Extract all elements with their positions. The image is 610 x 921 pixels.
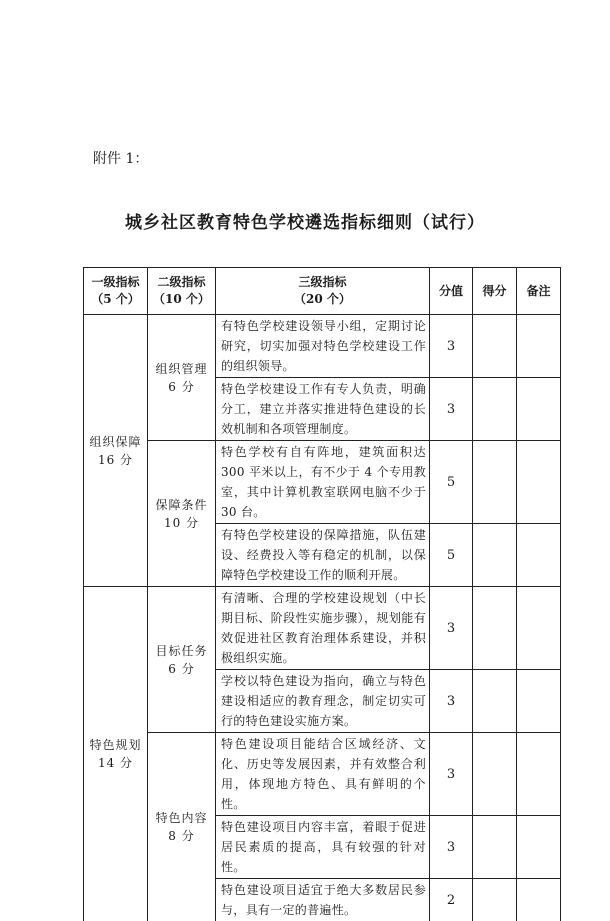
header-level3-count: （20 个） <box>294 292 351 306</box>
header-obtained: 得分 <box>473 268 517 315</box>
score-value: 5 <box>430 524 473 587</box>
level2-cell <box>148 441 216 587</box>
level1-cell <box>84 315 148 587</box>
header-remarks: 备注 <box>517 268 561 315</box>
header-level1-count: （5 个） <box>91 292 140 306</box>
score-value: 3 <box>430 816 473 879</box>
obtained-score-cell[interactable] <box>473 816 517 879</box>
header-level3-name: 三级指标 <box>298 275 346 289</box>
level3-desc: 特色建设项目适宜于绝大多数居民参与，具有一定的普遍性。 <box>216 879 430 921</box>
level2-points: 10 分 <box>164 516 199 530</box>
level2-points: 6 分 <box>168 662 194 676</box>
level2-cell <box>148 315 216 441</box>
level2-points: 6 分 <box>168 380 194 394</box>
header-level2 <box>148 268 216 315</box>
remarks-cell[interactable] <box>517 879 561 921</box>
table-row <box>84 733 561 816</box>
obtained-score-cell[interactable] <box>473 587 517 670</box>
level2-name: 特色内容 <box>155 811 207 825</box>
remarks-cell[interactable] <box>517 378 561 441</box>
level1-name: 特色规划 <box>89 738 141 752</box>
score-value: 5 <box>430 441 473 524</box>
level2-points: 8 分 <box>168 829 194 843</box>
table-row <box>84 441 561 524</box>
obtained-score-cell[interactable] <box>473 315 517 378</box>
level3-desc: 特色建设项目能结合区域经济、文化、历史等发展因素，并有效整合利用，体现地方特色、具有鲜明的个性。 <box>216 733 430 816</box>
score-value: 3 <box>430 733 473 816</box>
score-value: 3 <box>430 315 473 378</box>
header-level3 <box>216 268 430 315</box>
level2-cell <box>148 587 216 733</box>
level3-desc: 学校以特色建设为指向，确立与特色建设相适应的教育理念，制定切实可行的特色建设实施方案。 <box>216 670 430 733</box>
remarks-cell[interactable] <box>517 524 561 587</box>
obtained-score-cell[interactable] <box>473 524 517 587</box>
remarks-cell[interactable] <box>517 587 561 670</box>
obtained-score-cell[interactable] <box>473 733 517 816</box>
level1-points: 14 分 <box>98 756 133 770</box>
level3-desc: 有特色学校建设的保障措施，队伍建设、经费投入等有稳定的机制，以保障特色学校建设工作的顺利开展。 <box>216 524 430 587</box>
level2-name: 保障条件 <box>155 498 207 512</box>
page-title: 城乡社区教育特色学校遴选指标细则（试行） <box>0 208 610 233</box>
header-level2-count: （10 个） <box>153 292 210 306</box>
obtained-score-cell[interactable] <box>473 378 517 441</box>
table-row <box>84 315 561 378</box>
level2-cell <box>148 733 216 921</box>
score-value: 3 <box>430 378 473 441</box>
level1-cell <box>84 587 148 921</box>
level2-name: 目标任务 <box>155 644 207 658</box>
score-value: 3 <box>430 670 473 733</box>
level1-name: 组织保障 <box>89 435 141 449</box>
header-level1 <box>84 268 148 315</box>
level3-desc: 有清晰、合理的学校建设规划（中长期目标、阶段性实施步骤），规划能有效促进社区教育治理体系建设，并积极组织实施。 <box>216 587 430 670</box>
remarks-cell[interactable] <box>517 670 561 733</box>
obtained-score-cell[interactable] <box>473 879 517 921</box>
level2-name: 组织管理 <box>155 362 207 376</box>
score-value: 2 <box>430 879 473 921</box>
obtained-score-cell[interactable] <box>473 670 517 733</box>
table-row <box>84 587 561 670</box>
level3-desc: 有特色学校建设领导小组，定期讨论研究，切实加强对特色学校建设工作的组织领导。 <box>216 315 430 378</box>
header-score: 分值 <box>430 268 473 315</box>
remarks-cell[interactable] <box>517 315 561 378</box>
table-header-row <box>84 268 561 315</box>
attachment-label: 附件 1： <box>93 148 148 168</box>
level3-desc: 特色建设项目内容丰富，着眼于促进居民素质的提高，具有较强的针对性。 <box>216 816 430 879</box>
remarks-cell[interactable] <box>517 441 561 524</box>
remarks-cell[interactable] <box>517 816 561 879</box>
header-level1-name: 一级指标 <box>91 275 139 289</box>
level1-points: 16 分 <box>98 453 133 467</box>
criteria-table <box>83 267 561 921</box>
obtained-score-cell[interactable] <box>473 441 517 524</box>
header-level2-name: 二级指标 <box>157 275 205 289</box>
remarks-cell[interactable] <box>517 733 561 816</box>
score-value: 3 <box>430 587 473 670</box>
level3-desc: 特色学校有自有阵地，建筑面积达 300 平米以上，有不少于 4 个专用教室，其中计算机教室联网电脑不少于 30 台。 <box>216 441 430 524</box>
level3-desc: 特色学校建设工作有专人负责，明确分工，建立并落实推进特色建设的长效机制和各项管理制度。 <box>216 378 430 441</box>
